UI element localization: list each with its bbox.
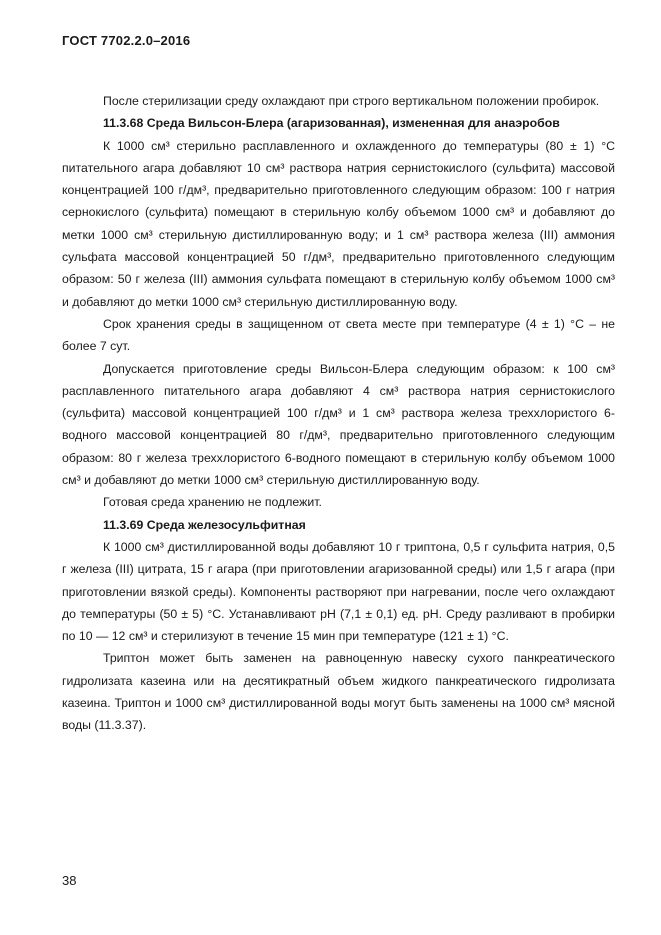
paragraph-sterilization-note: После стерилизации среду охлаждают при строго вертикальном положении пробирок. [103,94,600,108]
paragraph-wilson-blair-preparation: К 1000 см³ стерильно расплавленного и охлажденного до температуры (80 ± 1) °С питательного агара добавляют 10 см³ раствора натрия сернистокислого (сульфита) массовой концентрацией 100 г/дм³, предварительно приготовленного следующим образом: 100 г натрия сернокислого (сульфита) помещают в стерильную колбу объемом 1000 см³ и добавляют до метки 1000 см³ стерильную дистиллированную воду; и 1 см³ раствора железа (III) аммония сульфата массовой концентрацией 50 г/дм³, предварительно приготовленного следующим образом: 50 г железа (III) аммония сульфата помещают в стерильную колбу объемом 1000 см³ и добавляют до метки 1000 см³ стерильную дистиллированную воду. [62,138,615,309]
document-body [62,90,615,737]
paragraph-no-storage: Готовая среда хранению не подлежит. [103,495,322,510]
page-number: 38 [62,873,77,888]
paragraph-alternative-preparation: Допускается приготовление среды Вильсон-Блера следующим образом: к 100 см³ расплавленного питательного агара добавляют 4 см³ раствора натрия сернистокислого (сульфита) массовой концентрацией 100 г/дм³ и 1 см³ раствора железа треххлористого 6-водного массовой концентрацией 80 г/дм³, предварительно приготовленного следующим образом: 80 г железа треххлористого 6-водного помещают в стерильную колбу объемом 1000 см³ и добавляют до метки 1000 см³ стерильную дистиллированную воду. [62,361,615,488]
document-standard-id: ГОСТ 7702.2.0–2016 [62,33,191,48]
section-heading-11-3-69: 11.3.69 Среда железосульфитная [103,517,306,532]
paragraph-iron-sulfite-preparation: К 1000 см³ дистиллированной воды добавляют 10 г триптона, 0,5 г сульфита натрия, 0,5 г железа (III) цитрата, 15 г агара (при приготовлении агаризованной среды) или 1,5 г агара (при приготовлении вязкой среды). Компоненты растворяют при нагревании, после чего охлаждают до температуры (50 ± 5) °С. Устанавливают рН (7,1 ± 0,1) ед. рН. Среду разливают в пробирки по 10 — 12 см³ и стерилизуют в течение 15 мин при температуре (121 ± 1) °С. [62,539,615,644]
paragraph-tryptone-substitution: Триптон может быть заменен на равноценную навеску сухого панкреатического гидролизата казеина или на десятикратный объем жидкого панкреатического гидролизата казеина. Триптон и 1000 см³ дистиллированной воды могут быть заменены на 1000 см³ мясной воды (11.3.37). [62,651,615,733]
paragraph-storage-term: Срок хранения среды в защищенном от света месте при температуре (4 ± 1) °С – не более 7 сут. [62,316,615,354]
section-heading-11-3-68: 11.3.68 Среда Вильсон-Блера (агаризованная), измененная для анаэробов [103,116,560,131]
